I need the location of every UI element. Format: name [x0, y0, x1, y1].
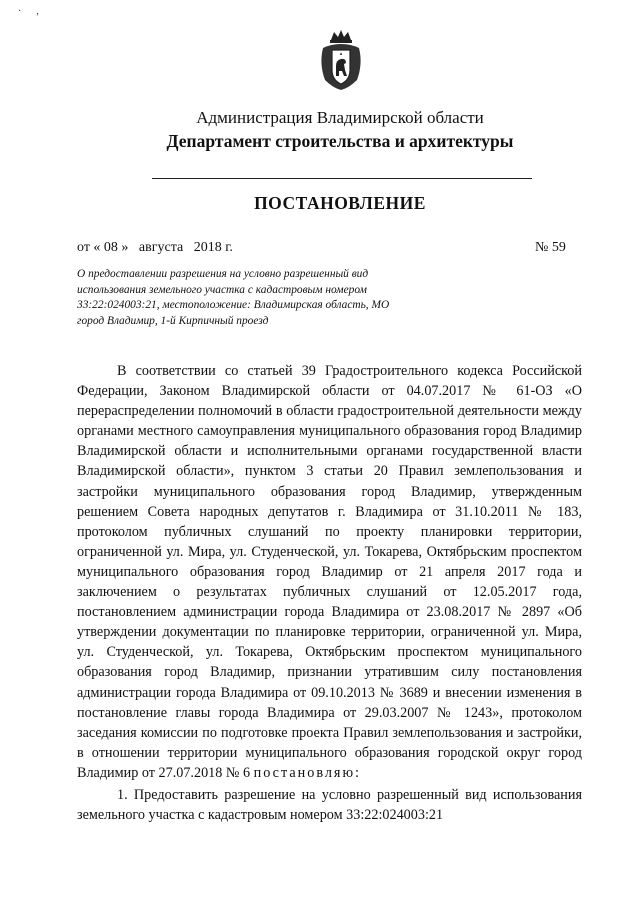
- header-divider: [152, 178, 532, 179]
- document-subject: О предоставлении разрешения на условно разрешенный вид использования земельного участка с кадастровым номером 33:22:024003:21, местоположение: Владимирская область, МО город Владимир, 1-й Кирпичный проезд: [77, 268, 390, 327]
- document-number: № 59: [535, 240, 566, 255]
- department-name: Департамент строительства и архитектуры: [166, 131, 514, 151]
- item-1-paragraph: 1. Предоставить разрешение на условно разрешенный вид использования земельного участка с кадастровым номером 33:22:024003:21: [77, 787, 582, 824]
- scan-marks: · ,: [18, 6, 39, 17]
- organization-name: Администрация Владимирской области: [196, 108, 484, 127]
- document-type: ПОСТАНОВЛЕНИЕ: [254, 193, 426, 213]
- preamble-paragraph: [77, 361, 582, 783]
- document-date: от « 08 » августа 2018 г.: [77, 240, 233, 255]
- coat-of-arms-icon: [319, 30, 363, 92]
- preamble-text: В соответствии со статьей 39 Градостроительного кодекса Российской Федерации, Законом Владимирской области от 04.07.2017 № 61-ОЗ «О перераспределении полномочий в области градостроительной деятельности между органами местного самоуправления муниципального образования город Владимир Владимирской области и исполнительными органами государственной власти Владимирской области», пунктом 3 статьи 20 Правил землепользования и застройки муниципального образования город Владимир, утвержденным решением Совета народных депутатов г. Владимира от 31.10.2011 № 183, протоколом публичных слушаний по проекту планировки территории, ограниченной ул. Мира, ул. Студенческой, ул. Токарева, Октябрьским проспектом муниципального образования город Владимир от 21 апреля 2017 года и заключением о результатах публичных слушаний от 12.05.2017 года, постановлением администрации города Владимира от 23.08.2017 № 2897 «Об утверждении документации по планировке территории, ограниченной ул. Мира, ул. Студенческой, ул. Токарева, Октябрьским проспектом муниципального образования город Владимир, признании утратившим силу постановления администрации города Владимира от 09.10.2013 № 3689 и внесении изменения в постановление главы города Владимира от 29.03.2007 № 1243», протоколом заседания комиссии по подготовке проекта Правил землепользования и застройки, в отношении территории муниципального образования городской округ город Владимир от 27.07.2018 № 6: [77, 363, 582, 781]
- resolve-text: постановляю:: [253, 764, 361, 781]
